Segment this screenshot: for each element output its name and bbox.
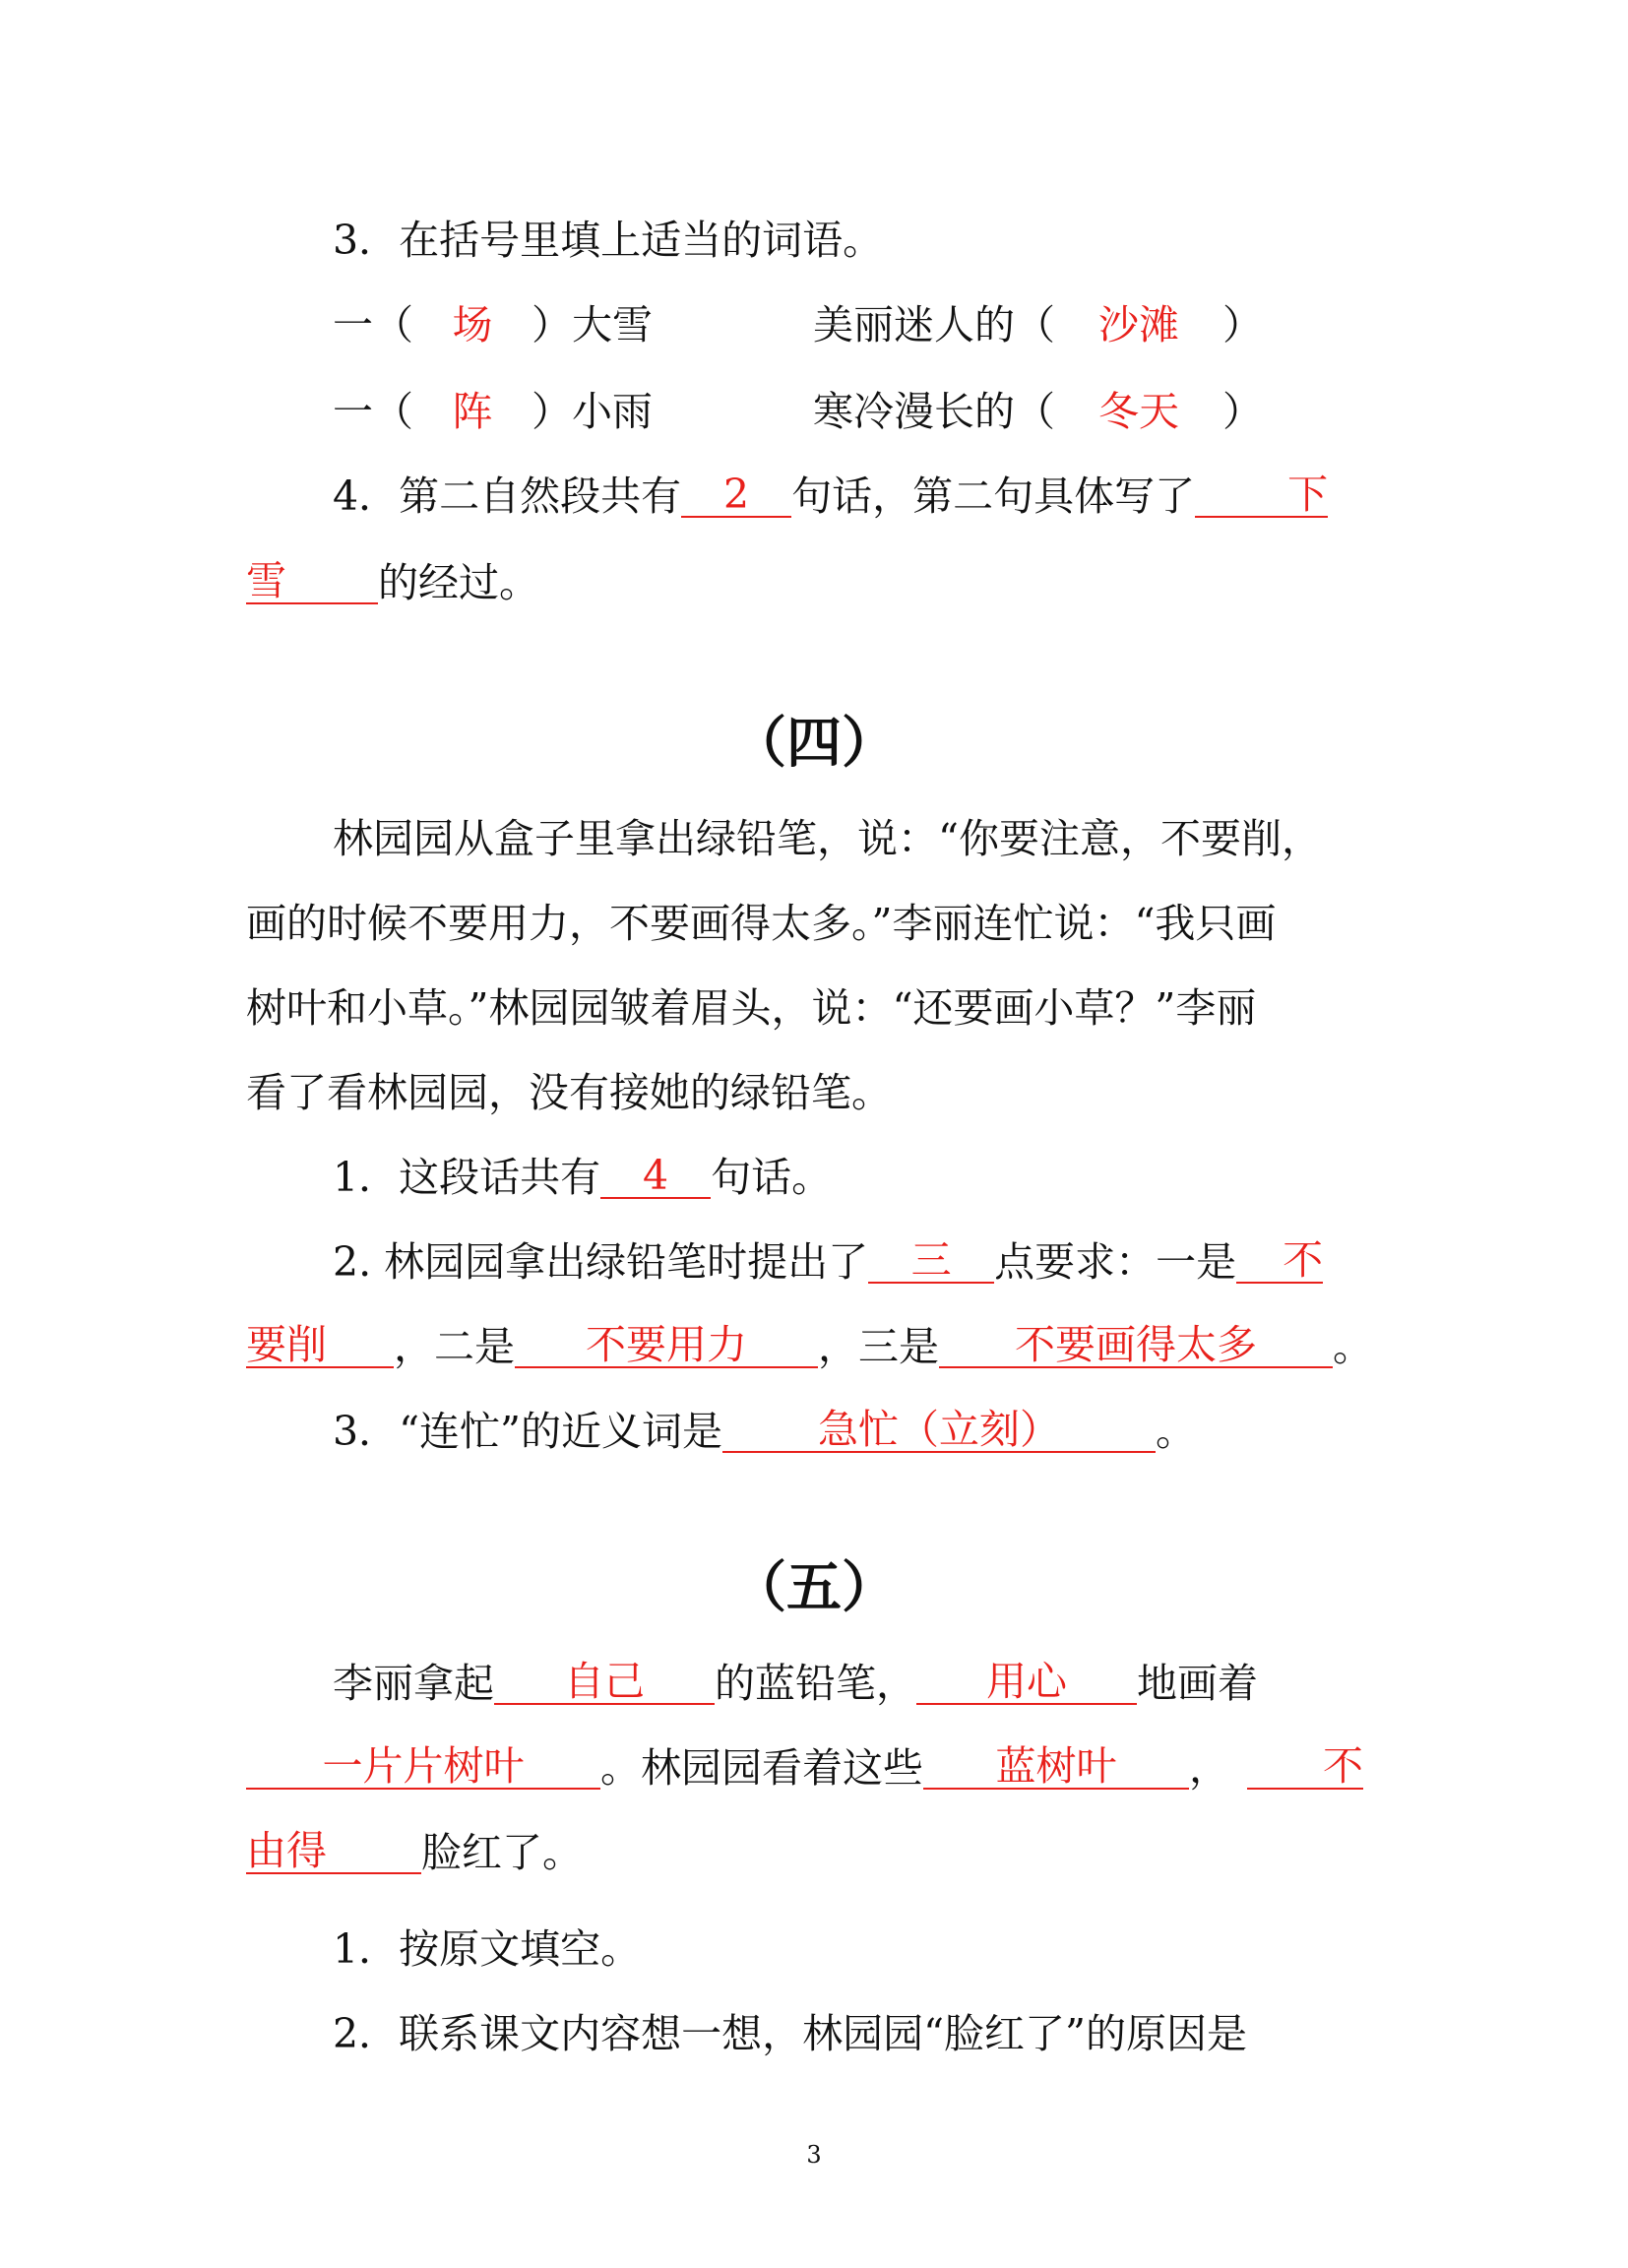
q4-line1 — [333, 467, 1328, 526]
q3-text-b: 。 — [1156, 1408, 1197, 1455]
answer-blank: 自己 — [494, 1654, 715, 1705]
q3-text-a: 3．“连忙”的近义词是 — [333, 1408, 723, 1455]
passage-text: 看了看林园园，没有接她的绿铅笔。 — [246, 1069, 892, 1116]
s5-q2-text: 2．联系课文内容想一想，林园园“脸红了”的原因是 — [333, 2010, 1248, 2057]
bracket-close: ） — [1222, 301, 1263, 348]
answer-blank: 2 — [681, 467, 791, 518]
answer-blank: 蓝树叶 — [923, 1738, 1189, 1790]
s5-text-a: 李丽拿起 — [333, 1660, 494, 1707]
section-title-5: （五） — [731, 1555, 897, 1620]
bracket-open: 一（ — [333, 301, 413, 348]
answer-noun: 冬天 — [1098, 388, 1179, 435]
s4-q2-line1 — [333, 1232, 1323, 1292]
s5-text-d: 。林园园看着这些 — [600, 1744, 923, 1792]
q3-row2-right — [813, 382, 1263, 441]
answer-blank: 不要画得太多 — [939, 1317, 1333, 1368]
q2-text-c: ，二是 — [394, 1323, 515, 1370]
q4-text-c: 的经过。 — [378, 559, 539, 606]
q3-stem-text: 3．在括号里填上适当的词语。 — [333, 217, 884, 264]
s5-q2 — [333, 2004, 1247, 2063]
s5-q1 — [333, 1920, 641, 1979]
s5-q1-text: 1．按原文填空。 — [333, 1925, 642, 1973]
s5-line3 — [246, 1823, 583, 1882]
passage-text: 画的时候不要用力，不要画得太多。”李丽连忙说：“我只画 — [246, 900, 1277, 947]
q3-stem — [333, 211, 883, 270]
q3-row1-right — [813, 295, 1263, 354]
passage-text: 林园园从盒子里拿出绿铅笔，说：“你要注意，不要削， — [333, 815, 1322, 862]
s4-q3 — [333, 1402, 1196, 1461]
answer-blank: 不 — [1236, 1232, 1323, 1284]
q3-row1-left — [333, 295, 653, 354]
q2-text-a: 2. 林园园拿出绿铅笔时提出了 — [333, 1238, 869, 1286]
answer-blank: 不 — [1247, 1738, 1363, 1790]
answer-blank: 由得 — [246, 1823, 421, 1874]
answer-blank: 一片片树叶 — [246, 1738, 600, 1790]
bracket-close: ） — [1222, 388, 1263, 435]
q2-text-e: 。 — [1333, 1323, 1373, 1370]
page-number: 3 — [806, 2141, 822, 2169]
answer-blank: 用心 — [916, 1654, 1137, 1705]
passage-line-3 — [246, 978, 1256, 1038]
q4-line2 — [246, 553, 539, 612]
answer-blank: 不要用力 — [515, 1317, 818, 1368]
answer-blank: 要削 — [246, 1317, 394, 1368]
answer-blank: 急忙（立刻） — [722, 1402, 1156, 1453]
bracket-open: 一（ — [333, 388, 413, 435]
q2-text-d: ，三是 — [818, 1323, 939, 1370]
phrase-prefix: 寒冷漫长的（ — [813, 388, 1055, 435]
q4-text-b: 句话，第二句具体写了 — [791, 472, 1196, 520]
q1-text-b: 句话。 — [711, 1154, 833, 1201]
phrase-prefix: 美丽迷人的（ — [813, 301, 1055, 348]
answer-blank: 下 — [1195, 467, 1328, 518]
answer-blank: 雪 — [246, 553, 378, 604]
s5-line1 — [333, 1654, 1258, 1713]
passage-text: 树叶和小草。”林园园皱着眉头，说：“还要画小草？”李丽 — [246, 984, 1257, 1032]
bracket-close-text: ）大雪 — [532, 301, 653, 348]
bracket-close-text: ）小雨 — [532, 388, 653, 435]
s5-text-f: 脸红了。 — [421, 1829, 583, 1876]
answer-blank: 三 — [868, 1232, 994, 1284]
answer-measure-word: 阵 — [452, 388, 493, 435]
q2-text-b: 点要求：一是 — [994, 1238, 1237, 1286]
s5-text-e: ， — [1189, 1744, 1229, 1792]
q4-text-a: 4．第二自然段共有 — [333, 472, 682, 520]
s5-text-b: 的蓝铅笔， — [715, 1660, 916, 1707]
s4-q1 — [333, 1148, 832, 1207]
answer-measure-word: 场 — [452, 301, 493, 348]
passage-line-1 — [333, 809, 1322, 868]
q1-text-a: 1．这段话共有 — [333, 1154, 601, 1201]
s5-text-c: 地画着 — [1137, 1660, 1258, 1707]
passage-line-2 — [246, 894, 1276, 953]
answer-noun: 沙滩 — [1098, 301, 1179, 348]
answer-blank: 4 — [600, 1148, 711, 1199]
section-title-4: （四） — [731, 711, 897, 776]
s4-q2-line2 — [246, 1317, 1373, 1376]
q3-row2-left — [333, 382, 653, 441]
passage-line-4 — [246, 1063, 892, 1122]
s5-line2 — [246, 1738, 1363, 1797]
